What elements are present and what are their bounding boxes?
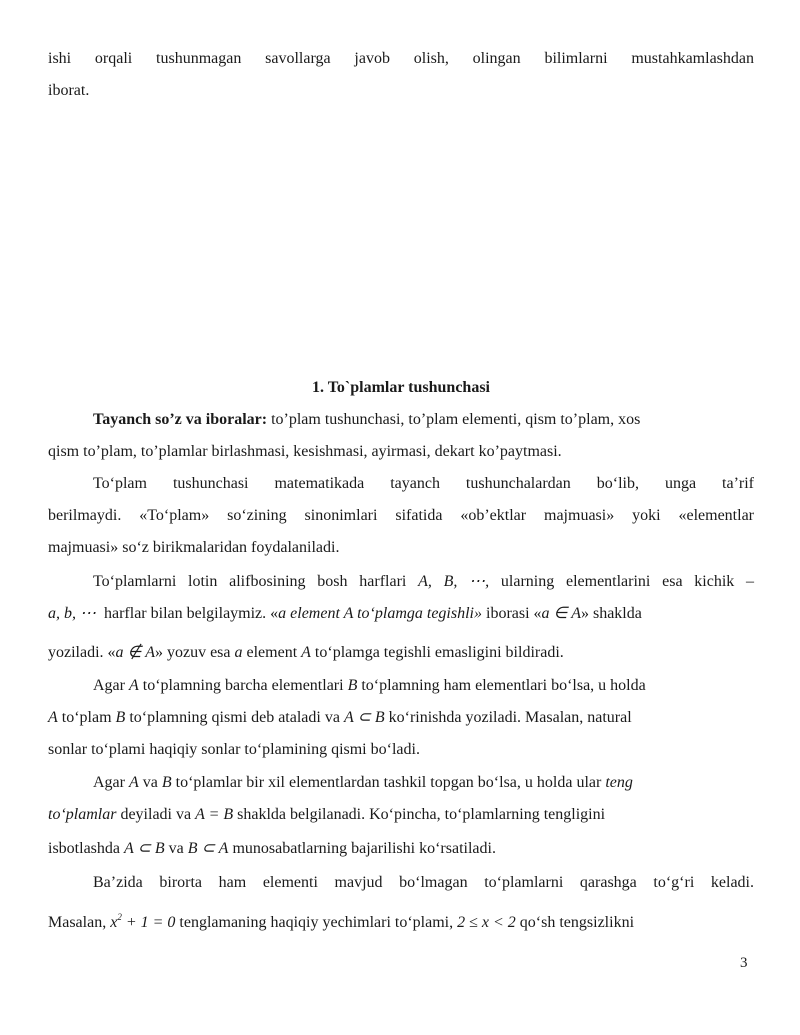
page-number: 3 bbox=[740, 955, 748, 971]
math-expr: A bbox=[301, 644, 311, 661]
text-line: iborat. bbox=[48, 82, 90, 99]
math-expr: a bbox=[278, 605, 287, 622]
math-expr: A bbox=[48, 709, 58, 726]
text-line: qism to’plam, to’plamlar birlashmasi, kesishmasi, ayirmasi, dekart ko’paytmasi. bbox=[48, 443, 562, 460]
math-var: x bbox=[110, 914, 118, 931]
math-var: + 1 = 0 bbox=[121, 914, 176, 931]
math-expr: A bbox=[128, 774, 139, 791]
text-line: berilmaydi. «To‘plam» so‘zining sinonimlari sifatida «ob’ektlar majmuasi» yoki «elementlar bbox=[48, 507, 754, 524]
text-line bbox=[93, 676, 754, 696]
text-span: to‘plamning ham elementlari bo‘lsa, u holda bbox=[357, 677, 646, 694]
math-expr: A ⊂ B bbox=[124, 840, 165, 857]
math-expr: A = B bbox=[195, 806, 234, 823]
text-line bbox=[48, 805, 754, 825]
text-line: sonlar to‘plami haqiqiy sonlar to‘plamining qismi bo‘ladi. bbox=[48, 741, 420, 758]
math-expr: a ∉ A bbox=[115, 644, 155, 661]
text-span: iborasi « bbox=[482, 605, 542, 622]
text-line bbox=[93, 572, 754, 592]
math-expr: A bbox=[343, 605, 354, 622]
keywords-line bbox=[93, 410, 754, 430]
text-span: to‘plamlar bir xil elementlardan tashkil topgan bo‘lsa, u holda ular bbox=[171, 774, 606, 791]
text-span: tenglamaning haqiqiy yechimlari to‘plami, bbox=[175, 914, 458, 931]
text-span: to‘plamga tegishli» bbox=[353, 605, 482, 622]
math-expr: B bbox=[347, 677, 358, 694]
text-line bbox=[48, 708, 754, 728]
text-span: Masalan, bbox=[48, 914, 111, 931]
text-line bbox=[48, 839, 754, 859]
text-span: to‘plamga tegishli emasligini bildiradi. bbox=[310, 644, 564, 661]
text-line bbox=[48, 907, 754, 933]
text-span: ko‘rinishda yoziladi. Masalan, natural bbox=[384, 709, 632, 726]
text-span: » yozuv esa bbox=[154, 644, 235, 661]
keywords-text: to’plam tushunchasi, to’plam elementi, qism to’plam, xos bbox=[267, 411, 641, 428]
math-expr: A, B, ⋯, bbox=[418, 573, 490, 590]
math-superscript: 2 bbox=[117, 912, 122, 922]
text-line bbox=[48, 604, 754, 624]
math-expr: A bbox=[128, 677, 139, 694]
math-expr: B bbox=[161, 774, 172, 791]
text-line: majmuasi» so‘z birikmalaridan foydalaniladi. bbox=[48, 539, 340, 556]
text-span: isbotlashda bbox=[48, 840, 124, 857]
text-span: va bbox=[164, 840, 188, 857]
math-expr: A ⊂ B bbox=[343, 709, 385, 726]
text-line: Ba’zida birorta ham elementi mavjud bo‘lmagan to‘plamlarni qarashga to‘g‘ri keladi. bbox=[93, 874, 754, 891]
text-span: element bbox=[286, 605, 344, 622]
text-span: shaklda belgilanadi. Ko‘pincha, to‘plamlarning tengligini bbox=[233, 806, 606, 823]
text-span: element bbox=[242, 644, 302, 661]
text-span: to‘plamning barcha elementlari bbox=[138, 677, 348, 694]
math-expr: 2 ≤ x < 2 bbox=[457, 914, 516, 931]
text-span: harflar bilan belgilaymiz. « bbox=[104, 605, 279, 622]
math-expr: a ∈ A bbox=[541, 605, 581, 622]
text-span: yoziladi. « bbox=[48, 644, 116, 661]
section-title: 1. To`plamlar tushunchasi bbox=[312, 379, 490, 396]
keywords-label: Tayanch so’z va iboralar: bbox=[93, 411, 268, 428]
text-span: ularning elementlarini esa kichik – bbox=[500, 573, 755, 590]
math-expr: a bbox=[234, 644, 243, 661]
text-span: Agar bbox=[93, 677, 129, 694]
math-expr: B bbox=[115, 709, 126, 726]
text-span: » shaklda bbox=[580, 605, 642, 622]
text-span: deyiladi va bbox=[116, 806, 196, 823]
text-span: teng bbox=[605, 774, 633, 791]
math-expr bbox=[110, 914, 175, 931]
text-line: To‘plam tushunchasi matematikada tayanch tushunchalardan bo‘lib, unga ta’rif bbox=[93, 475, 754, 492]
text-line bbox=[48, 643, 754, 663]
text-span: To‘plamlarni lotin alifbosining bosh harflari bbox=[93, 573, 407, 590]
math-expr: B ⊂ A bbox=[187, 840, 229, 857]
text-span: munosabatlarning bajarilishi ko‘rsatiladi. bbox=[228, 840, 496, 857]
math-expr: a, b, ⋯ bbox=[48, 605, 96, 622]
text-span: to‘plamlar bbox=[48, 806, 117, 823]
text-span: to‘plam bbox=[57, 709, 116, 726]
text-span: Agar bbox=[93, 774, 129, 791]
text-span: qo‘sh tengsizlikni bbox=[515, 914, 635, 931]
text-line: ishi orqali tushunmagan savollarga javob olish, olingan bilimlarni mustahkamlashdan bbox=[48, 50, 754, 67]
text-line bbox=[93, 773, 754, 793]
text-span: to‘plamning qismi deb ataladi va bbox=[125, 709, 344, 726]
text-span: va bbox=[138, 774, 162, 791]
